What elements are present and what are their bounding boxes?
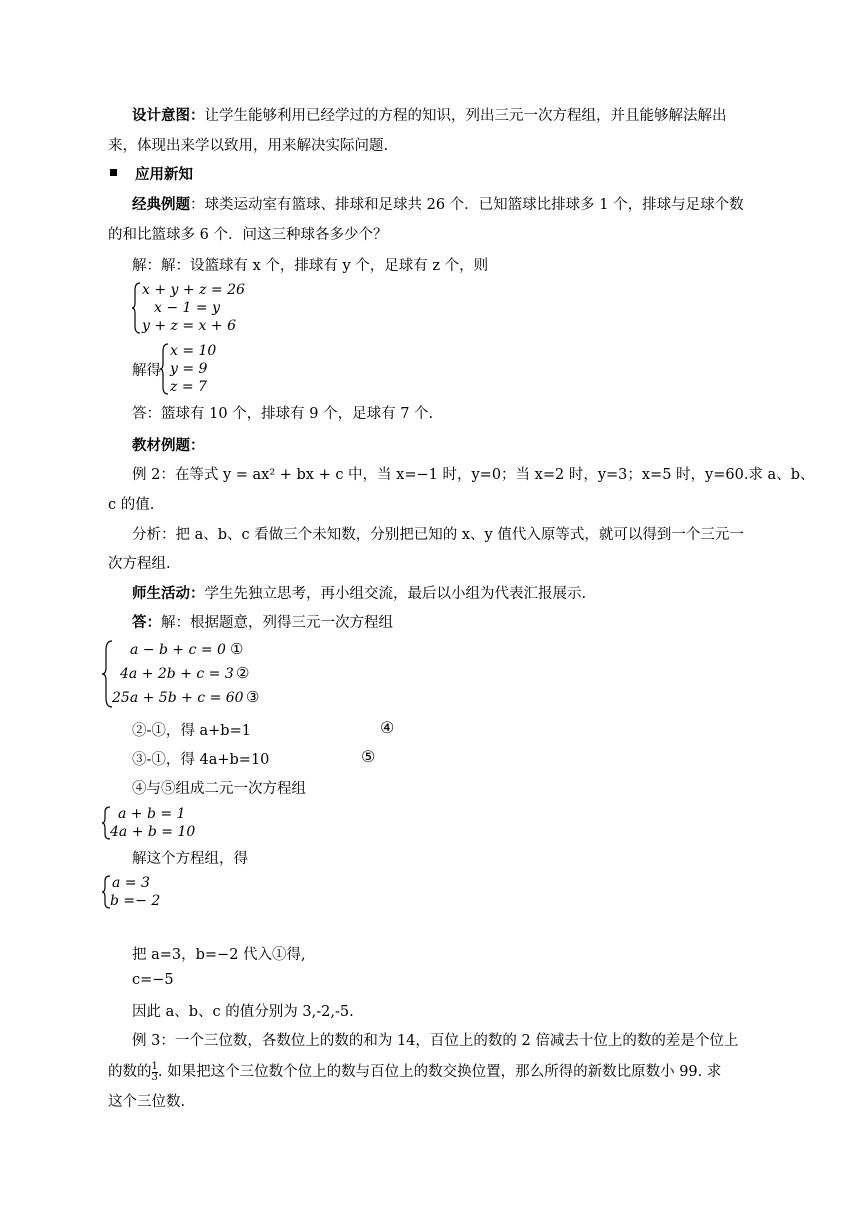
step2: ③-①，得 4a+b=10 (132, 752, 270, 768)
tb-system-eq-2: 4a + 2b + c = 3 (120, 666, 234, 682)
c-value: c=−5 (132, 972, 174, 988)
solve-text: 解这个方程组，得 (132, 851, 248, 867)
analysis-line2: 次方程组. (108, 556, 171, 572)
step2-mark: ⑤ (361, 747, 376, 766)
system2-eq-2: 4a + b = 10 (110, 824, 196, 840)
ex3-line2-pre: 的数的 (108, 1064, 152, 1080)
section-title: 应用新知 (135, 167, 193, 183)
mark-2: ② (236, 664, 250, 682)
design-intent-text1: 让学生能够利用已经学过的方程的知识，列出三元一次方程组，并且能够解法解出 (204, 108, 727, 124)
fraction-denominator: 3 (151, 1071, 158, 1083)
activity-line (132, 582, 586, 603)
solution-2: y = 9 (170, 361, 208, 377)
step1-mark: ④ (380, 718, 395, 737)
system3-eq-1: a = 3 (112, 875, 150, 891)
answer-line (132, 611, 393, 632)
brace-icon (160, 343, 170, 395)
textbook-label: 教材例题： (132, 438, 205, 454)
system2-eq-1: a + b = 1 (118, 806, 186, 822)
system3-eq-2: b =− 2 (110, 893, 161, 909)
answer-text: 解：根据题意，列得三元一次方程组 (161, 615, 393, 631)
classic-setup: 解：解：设篮球有 x 个，排球有 y 个，足球有 z 个，则 (132, 258, 489, 274)
sub-text: 把 a=3，b=−2 代入①得, (132, 947, 306, 963)
classic-line1 (132, 193, 744, 214)
tb-system-eq-3: 25a + 5b + c = 60 (112, 690, 244, 706)
classic-text2: 的和比篮球多 6 个．问这三种球各多少个？ (108, 227, 388, 243)
ex3-line2-post: . 如果把这个三位数个位上的数与百位上的数交换位置，那么所得的新数比原数小 99. 求 (157, 1064, 722, 1080)
solution-1: x = 10 (170, 343, 217, 359)
brace-icon (132, 282, 142, 334)
activity-label: 师生活动： (132, 586, 205, 602)
design-intent-line1 (132, 104, 727, 125)
system-eq-3: y + z = x + 6 (142, 318, 236, 334)
solve-prefix: 解得 (132, 363, 161, 379)
conclusion: 因此 a、b、c 的值分别为 3,-2,-5. (132, 1004, 354, 1020)
tb-system-eq-1: a − b + c = 0 (130, 642, 226, 658)
ex3-line1: 例 3：一个三位数，各数位上的数的和为 14，百位上的数的 2 倍减去十位上的数的差是个位上 (132, 1033, 739, 1049)
ex2-line2: c 的值. (108, 497, 155, 513)
activity-text: 学生先独立思考，再小组交流，最后以小组为代表汇报展示. (204, 586, 587, 602)
solution-3: z = 7 (170, 379, 207, 395)
ex3-line3: 这个三位数. (108, 1094, 186, 1110)
fraction-numerator: 1 (151, 1060, 158, 1072)
classic-text1: ：球类运动室有篮球、排球和足球共 26 个．已知篮球比排球多 1 个，排球与足球个数 (190, 197, 744, 213)
step3: ④与⑤组成二元一次方程组 (132, 781, 306, 797)
design-intent-text2: 来，体现出来学以致用，用来解决实际问题. (108, 138, 389, 154)
classic-label: 经典例题 (132, 197, 190, 213)
system-eq-1: x + y + z = 26 (142, 282, 245, 298)
mark-3: ③ (246, 688, 260, 706)
ex2-line1: 例 2：在等式 y = ax² + bx + c 中，当 x=−1 时，y=0；当 x=2 时，y=3；x=5 时，y=60.求 a、b、 (132, 467, 815, 483)
analysis-line1: 分析：把 a、b、c 看做三个未知数，分别把已知的 x、y 值代入原等式，就可以得到一个三元一 (132, 527, 744, 543)
answer-label: 答： (132, 615, 161, 631)
system-eq-2: x − 1 = y (154, 300, 220, 316)
mark-1: ① (230, 640, 244, 658)
step1: ②-①，得 a+b=1 (132, 723, 251, 739)
ex3-line2 (108, 1060, 721, 1083)
design-intent-label: 设计意图： (132, 108, 205, 124)
bullet-square-icon (110, 169, 117, 176)
classic-answer: 答：篮球有 10 个，排球有 9 个，足球有 7 个. (132, 406, 434, 422)
